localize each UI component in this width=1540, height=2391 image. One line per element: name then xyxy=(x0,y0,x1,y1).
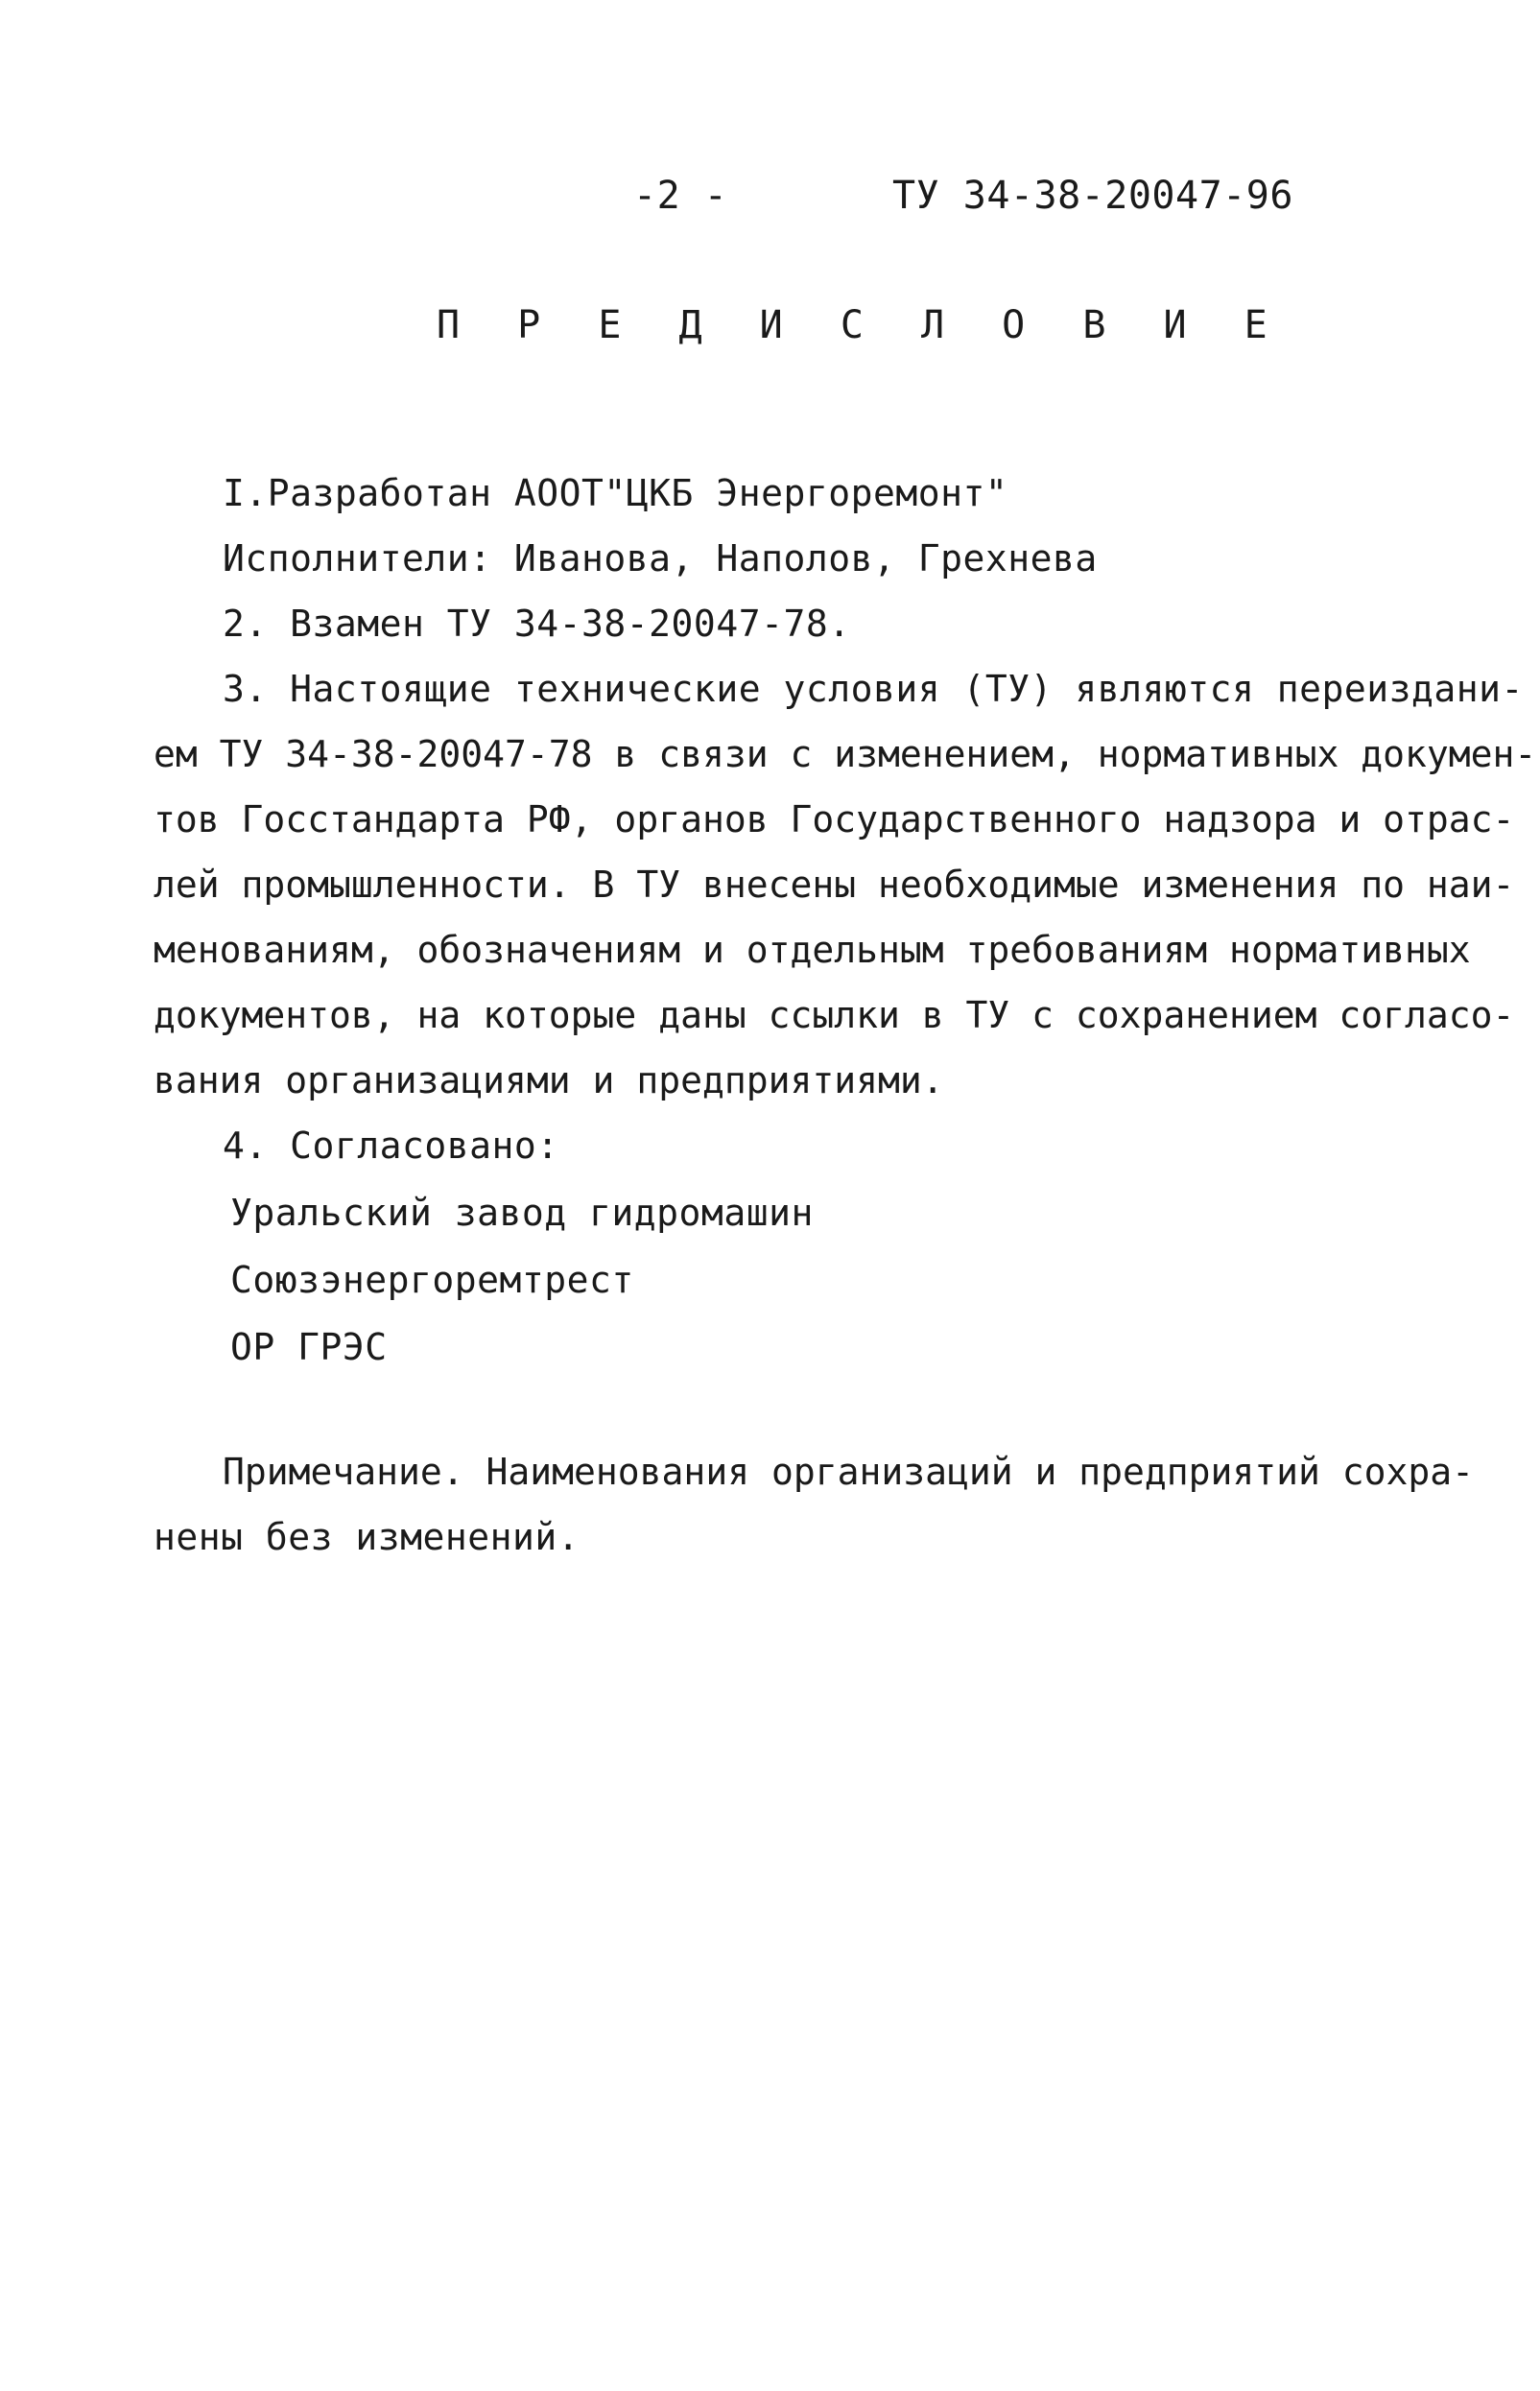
organization-item: Уральский завод гидромашин xyxy=(230,1192,814,1234)
paragraph-3-line: документов, на которые даны ссылки в ТУ с сохранением согласо- xyxy=(154,994,1515,1036)
paragraph-3-first-line: 3. Настоящие технические условия (ТУ) являются переиздани- xyxy=(223,668,1524,710)
authors-line: Исполнители: Иванова, Наполов, Грехнева xyxy=(223,537,1098,580)
agreed-label: 4. Согласовано: xyxy=(223,1124,559,1167)
paragraph-3-line: вания организациями и предприятиями. xyxy=(154,1059,944,1101)
paragraph-3-line: тов Госстандарта РФ, органов Государственного надзора и отрас- xyxy=(154,798,1515,840)
paragraph-3-line: ем ТУ 34-38-20047-78 в связи с изменением, нормативных докумен- xyxy=(154,733,1537,775)
document-code: ТУ 34-38-20047-96 xyxy=(892,174,1293,218)
organization-item: ОР ГРЭС xyxy=(230,1326,388,1368)
page-number: -2 - xyxy=(633,174,728,218)
note-line: Примечание. Наименования организаций и предприятий сохра- xyxy=(223,1451,1475,1493)
page-title: П Р Е Д И С Л О В И Е xyxy=(437,303,1285,347)
paragraph-3-line: лей промышленности. В ТУ внесены необходимые изменения по наи- xyxy=(154,864,1515,906)
developed-by-line: I.Разработан АООТ"ЦКБ Энергоремонт" xyxy=(223,472,1008,514)
organization-item: Союзэнергоремтрест xyxy=(230,1259,634,1301)
paragraph-3-line: менованиям, обозначениям и отдельным требованиям нормативных xyxy=(154,929,1471,971)
replaces-line: 2. Взамен ТУ 34-38-20047-78. xyxy=(223,603,851,645)
note-line: нены без изменений. xyxy=(154,1516,580,1558)
